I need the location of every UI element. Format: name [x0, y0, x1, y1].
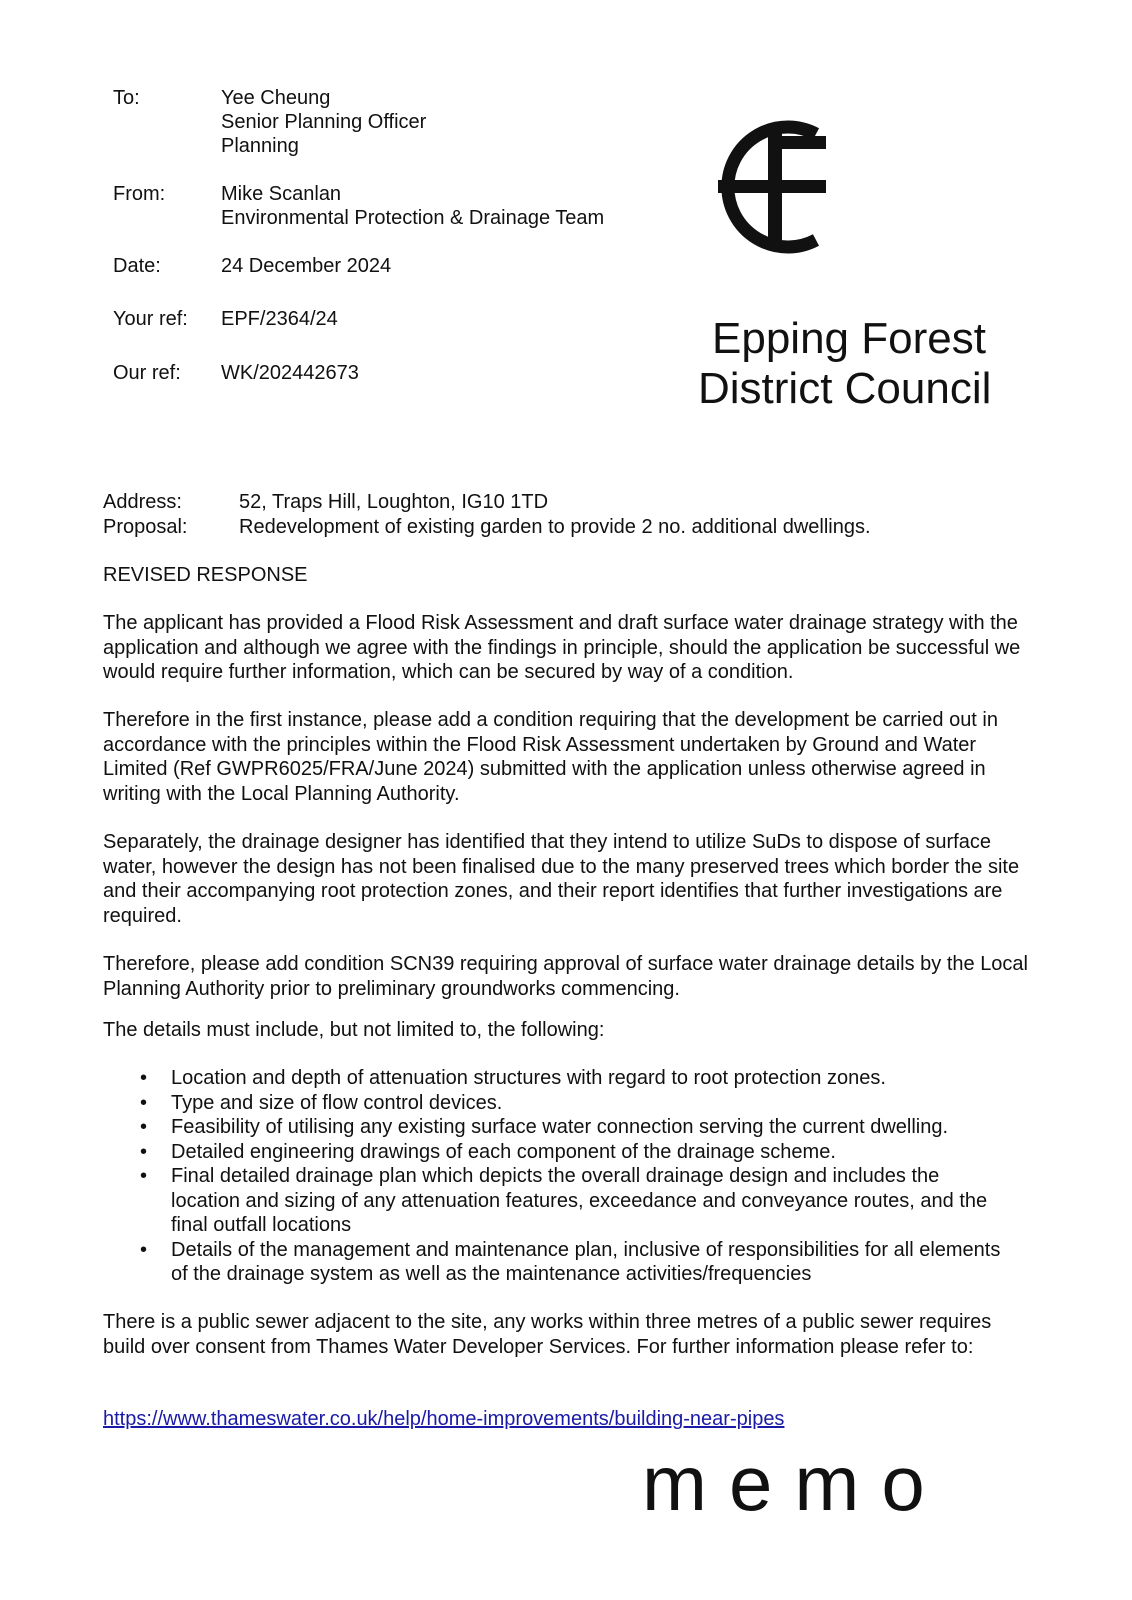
proposal-label: Proposal: — [103, 516, 188, 538]
from-team: Environmental Protection & Drainage Team — [221, 207, 605, 229]
details-list — [103, 1066, 1003, 1287]
date-label: Date: — [113, 255, 161, 277]
list-item: • Detailed engineering drawings of each component of the drainage scheme. — [140, 1140, 836, 1163]
paragraph-3: Separately, the drainage designer has identified that they intend to utilize SuDs to dispose of surface water, however the design has not been finalised due to the many preserved trees which border the site and their accompanying root protection zones, and their report identifies that further investigations are required. — [103, 831, 1020, 927]
response-heading: REVISED RESPONSE — [103, 564, 308, 586]
paragraph-4: Therefore, please add condition SCN39 requiring approval of surface water drainage details by the Local Planning Authority prior to preliminary groundworks commencing. — [103, 953, 1028, 1000]
bullet-icon: • — [140, 1116, 148, 1138]
paragraph-2: Therefore in the first instance, please add a condition requiring that the development be carried out in accordance with the principles within the Flood Risk Assessment undertaken by Ground and Water Limited (Ref GWPR6025/FRA/June 2024) submitted with the application unless otherwise agreed in writing with the Local Planning Authority. — [103, 709, 998, 805]
paragraph-1: The applicant has provided a Flood Risk Assessment and draft surface water drainage strategy with the application and although we agree with the findings in principle, should the application be successful we would require further information, which can be secured by way of a condition. — [103, 612, 1021, 683]
bullet-icon: • — [140, 1067, 148, 1089]
date-value: 24 December 2024 — [221, 255, 392, 277]
bullet-icon: • — [140, 1238, 148, 1261]
our-ref-label: Our ref: — [113, 362, 181, 384]
proposal-value: Redevelopment of existing garden to provide 2 no. additional dwellings. — [239, 516, 871, 538]
memo-footer: memo — [642, 1439, 947, 1527]
council-logo-icon — [716, 118, 832, 256]
to-dept: Planning — [221, 135, 299, 157]
thames-water-link[interactable]: https://www.thameswater.co.uk/help/home-improvements/building-near-pipes — [103, 1408, 785, 1430]
from-label: From: — [113, 183, 166, 205]
to-title: Senior Planning Officer — [221, 111, 427, 133]
list-item: • Details of the management and maintenance plan, inclusive of responsibilities for all elements of the drainage system as well as the maintenance activities/frequencies — [140, 1238, 1001, 1285]
list-item: • Location and depth of attenuation structures with regard to root protection zones. — [140, 1067, 886, 1089]
paragraph-6: There is a public sewer adjacent to the site, any works within three metres of a public sewer requires build over consent from Thames Water Developer Services. For further information please refer to: — [103, 1311, 992, 1358]
your-ref-value: EPF/2364/24 — [221, 308, 338, 330]
bullet-icon: • — [140, 1091, 148, 1114]
address-label: Address: — [103, 491, 182, 513]
paragraph-5: The details must include, but not limited to, the following: — [103, 1019, 605, 1041]
bullet-icon: • — [140, 1165, 148, 1187]
org-name-line1: Epping Forest — [712, 314, 986, 363]
org-name-line2: District Council — [698, 364, 992, 413]
bullet-icon: • — [140, 1140, 148, 1163]
your-ref-label: Your ref: — [113, 308, 188, 330]
list-item: • Final detailed drainage plan which depicts the overall drainage design and includes the location and sizing of any attenuation features, exceedance and conveyance routes, and the final outfall locations — [140, 1165, 988, 1236]
list-item: • Type and size of flow control devices. — [140, 1091, 503, 1114]
to-name: Yee Cheung — [221, 87, 331, 109]
our-ref-value: WK/202442673 — [221, 362, 359, 384]
address-value: 52, Traps Hill, Loughton, IG10 1TD — [239, 491, 549, 513]
list-item: • Feasibility of utilising any existing surface water connection serving the current dwelling. — [140, 1116, 949, 1138]
from-name: Mike Scanlan — [221, 183, 342, 205]
to-label: To: — [113, 87, 140, 109]
